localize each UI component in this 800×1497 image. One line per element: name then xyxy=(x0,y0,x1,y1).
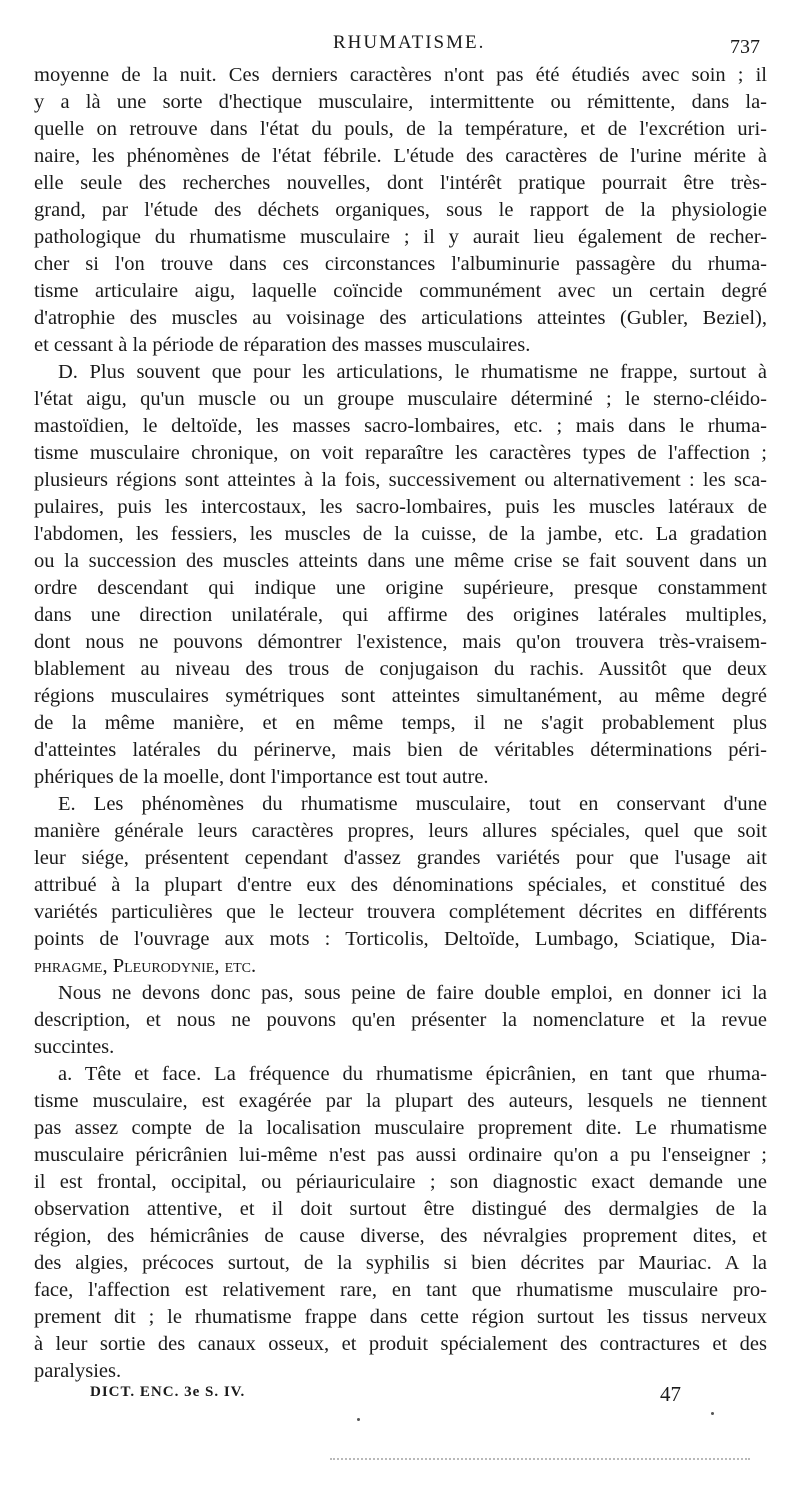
text-line: cher si l'on trouve dans ces circonstances l'albuminurie passagère du rhuma- xyxy=(34,253,767,275)
text-line: face, l'affection est relativement rare, en tant que rhumatisme musculaire pro- xyxy=(34,1279,767,1301)
text-line: ordre descendant qui indique une origine supérieure, presque constamment xyxy=(34,577,767,599)
text-line: pulaires, puis les intercostaux, les sacro-lombaires, puis les muscles latéraux de xyxy=(34,496,767,518)
text-line: D. Plus souvent que pour les articulations, le rhumatisme ne frappe, surtout à xyxy=(58,361,767,383)
text-line: manière générale leurs caractères propres, leurs allures spéciales, quel que soit xyxy=(34,820,767,842)
text-line: tisme articulaire aigu, laquelle coïncide communément avec un certain degré xyxy=(34,280,767,302)
text-line: mastoïdien, le deltoïde, les masses sacro-lombaires, etc. ; mais dans le rhuma- xyxy=(34,415,767,437)
running-title: RHUMATISME. xyxy=(333,32,486,53)
text-line: tisme musculaire chronique, on voit reparaître les caractères types de l'affection ; xyxy=(34,442,767,464)
text-line: et cessant à la période de réparation des masses musculaires. xyxy=(34,334,531,356)
text-line: Nous ne devons donc pas, sous peine de faire double emploi, en donner ici la xyxy=(58,982,767,1004)
text-line: a. Tête et face. La fréquence du rhumatisme épicrânien, en tant que rhuma- xyxy=(58,1063,767,1085)
text-line: moyenne de la nuit. Ces derniers caractères n'ont pas été étudiés avec soin ; il xyxy=(34,64,767,86)
text-line: pathologique du rhumatisme musculaire ; il y aurait lieu également de recher- xyxy=(34,226,767,248)
text-line: dont nous ne pouvons démontrer l'existence, mais qu'on trouvera très-vraisem- xyxy=(34,631,767,653)
text-line: phragme, Pleurodynie, etc. xyxy=(34,955,257,977)
text-line: il est frontal, occipital, ou périauriculaire ; son diagnostic exact demande une xyxy=(34,1171,767,1193)
text-line: ou la succession des muscles atteints dans une même crise se fait souvent dans un xyxy=(34,550,767,572)
ink-speck xyxy=(357,1418,360,1421)
text-line: l'état aigu, qu'un muscle ou un groupe musculaire déterminé ; le sterno-cléido- xyxy=(34,388,767,410)
text-line: attribué à la plupart d'entre eux des dénominations spéciales, et constitué des xyxy=(34,874,767,896)
text-line: succintes. xyxy=(34,1036,115,1058)
text-line: musculaire péricrânien lui-même n'est pas aussi ordinaire qu'on a pu l'enseigner ; xyxy=(34,1144,767,1166)
text-line: E. Les phénomènes du rhumatisme musculaire, tout en conservant d'une xyxy=(58,793,767,815)
text-line: prement dit ; le rhumatisme frappe dans cette région surtout les tissus nerveux xyxy=(34,1306,767,1328)
text-line: points de l'ouvrage aux mots : Torticolis, Deltoïde, Lumbago, Sciatique, Dia- xyxy=(34,928,767,950)
text-line: quelle on retrouve dans l'état du pouls, de la température, et de l'excrétion uri- xyxy=(34,118,767,140)
text-line: phériques de la moelle, dont l'importance est tout autre. xyxy=(34,766,489,788)
folio-number: 47 xyxy=(660,1382,681,1406)
text-line: dans une direction unilatérale, qui affirme des origines latérales multiples, xyxy=(34,604,767,626)
page-number: 737 xyxy=(730,36,760,58)
text-line: variétés particulières que le lecteur trouvera complétement décrites en différents xyxy=(34,901,767,923)
text-line: paralysies. xyxy=(34,1360,122,1382)
text-line: observation attentive, et il doit surtout être distingué des dermalgies de la xyxy=(34,1198,767,1220)
signature-mark: DICT. ENC. 3e S. IV. xyxy=(90,1384,246,1400)
page-footer xyxy=(0,1380,800,1410)
text-line: à leur sortie des canaux osseux, et produit spécialement des contractures et des xyxy=(34,1333,767,1355)
text-line: régions musculaires symétriques sont atteintes simultanément, au même degré xyxy=(34,685,767,707)
text-line: d'atteintes latérales du périnerve, mais bien de véritables déterminations péri- xyxy=(34,739,767,761)
text-line: naire, les phénomènes de l'état fébrile. L'étude des caractères de l'urine mérite à xyxy=(34,145,767,167)
text-line: tisme musculaire, est exagérée par la plupart des auteurs, lesquels ne tiennent xyxy=(34,1090,767,1112)
text-line: elle seule des recherches nouvelles, dont l'intérêt pratique pourrait être très- xyxy=(34,172,767,194)
text-line: leur siége, présentent cependant d'assez grandes variétés pour que l'usage ait xyxy=(34,847,767,869)
print-bleed-line xyxy=(330,1458,750,1462)
text-line: description, et nous ne pouvons qu'en présenter la nomenclature et la revue xyxy=(34,1009,767,1031)
text-line: pas assez compte de la localisation musculaire proprement dite. Le rhumatisme xyxy=(34,1117,767,1139)
text-line: grand, par l'étude des déchets organiques, sous le rapport de la physiologie xyxy=(34,199,767,221)
text-line: des algies, précoces surtout, de la syphilis si bien décrites par Mauriac. A la xyxy=(34,1252,767,1274)
ink-speck xyxy=(711,1412,714,1415)
text-line: région, des hémicrânies de cause diverse, des névralgies proprement dites, et xyxy=(34,1225,767,1247)
text-line: l'abdomen, les fessiers, les muscles de la cuisse, de la jambe, etc. La gradation xyxy=(34,523,767,545)
text-line: de la même manière, et en même temps, il ne s'agit probablement plus xyxy=(34,712,767,734)
running-head xyxy=(0,30,800,60)
body-text xyxy=(34,62,767,1385)
text-line: y a là une sorte d'hectique musculaire, intermittente ou rémittente, dans la- xyxy=(34,91,767,113)
text-line: blablement au niveau des trous de conjugaison du rachis. Aussitôt que deux xyxy=(34,658,767,680)
text-line: d'atrophie des muscles au voisinage des articulations atteintes (Gubler, Beziel), xyxy=(34,307,767,329)
text-line: plusieurs régions sont atteintes à la fois, successivement ou alternativement : les sca- xyxy=(34,469,767,491)
